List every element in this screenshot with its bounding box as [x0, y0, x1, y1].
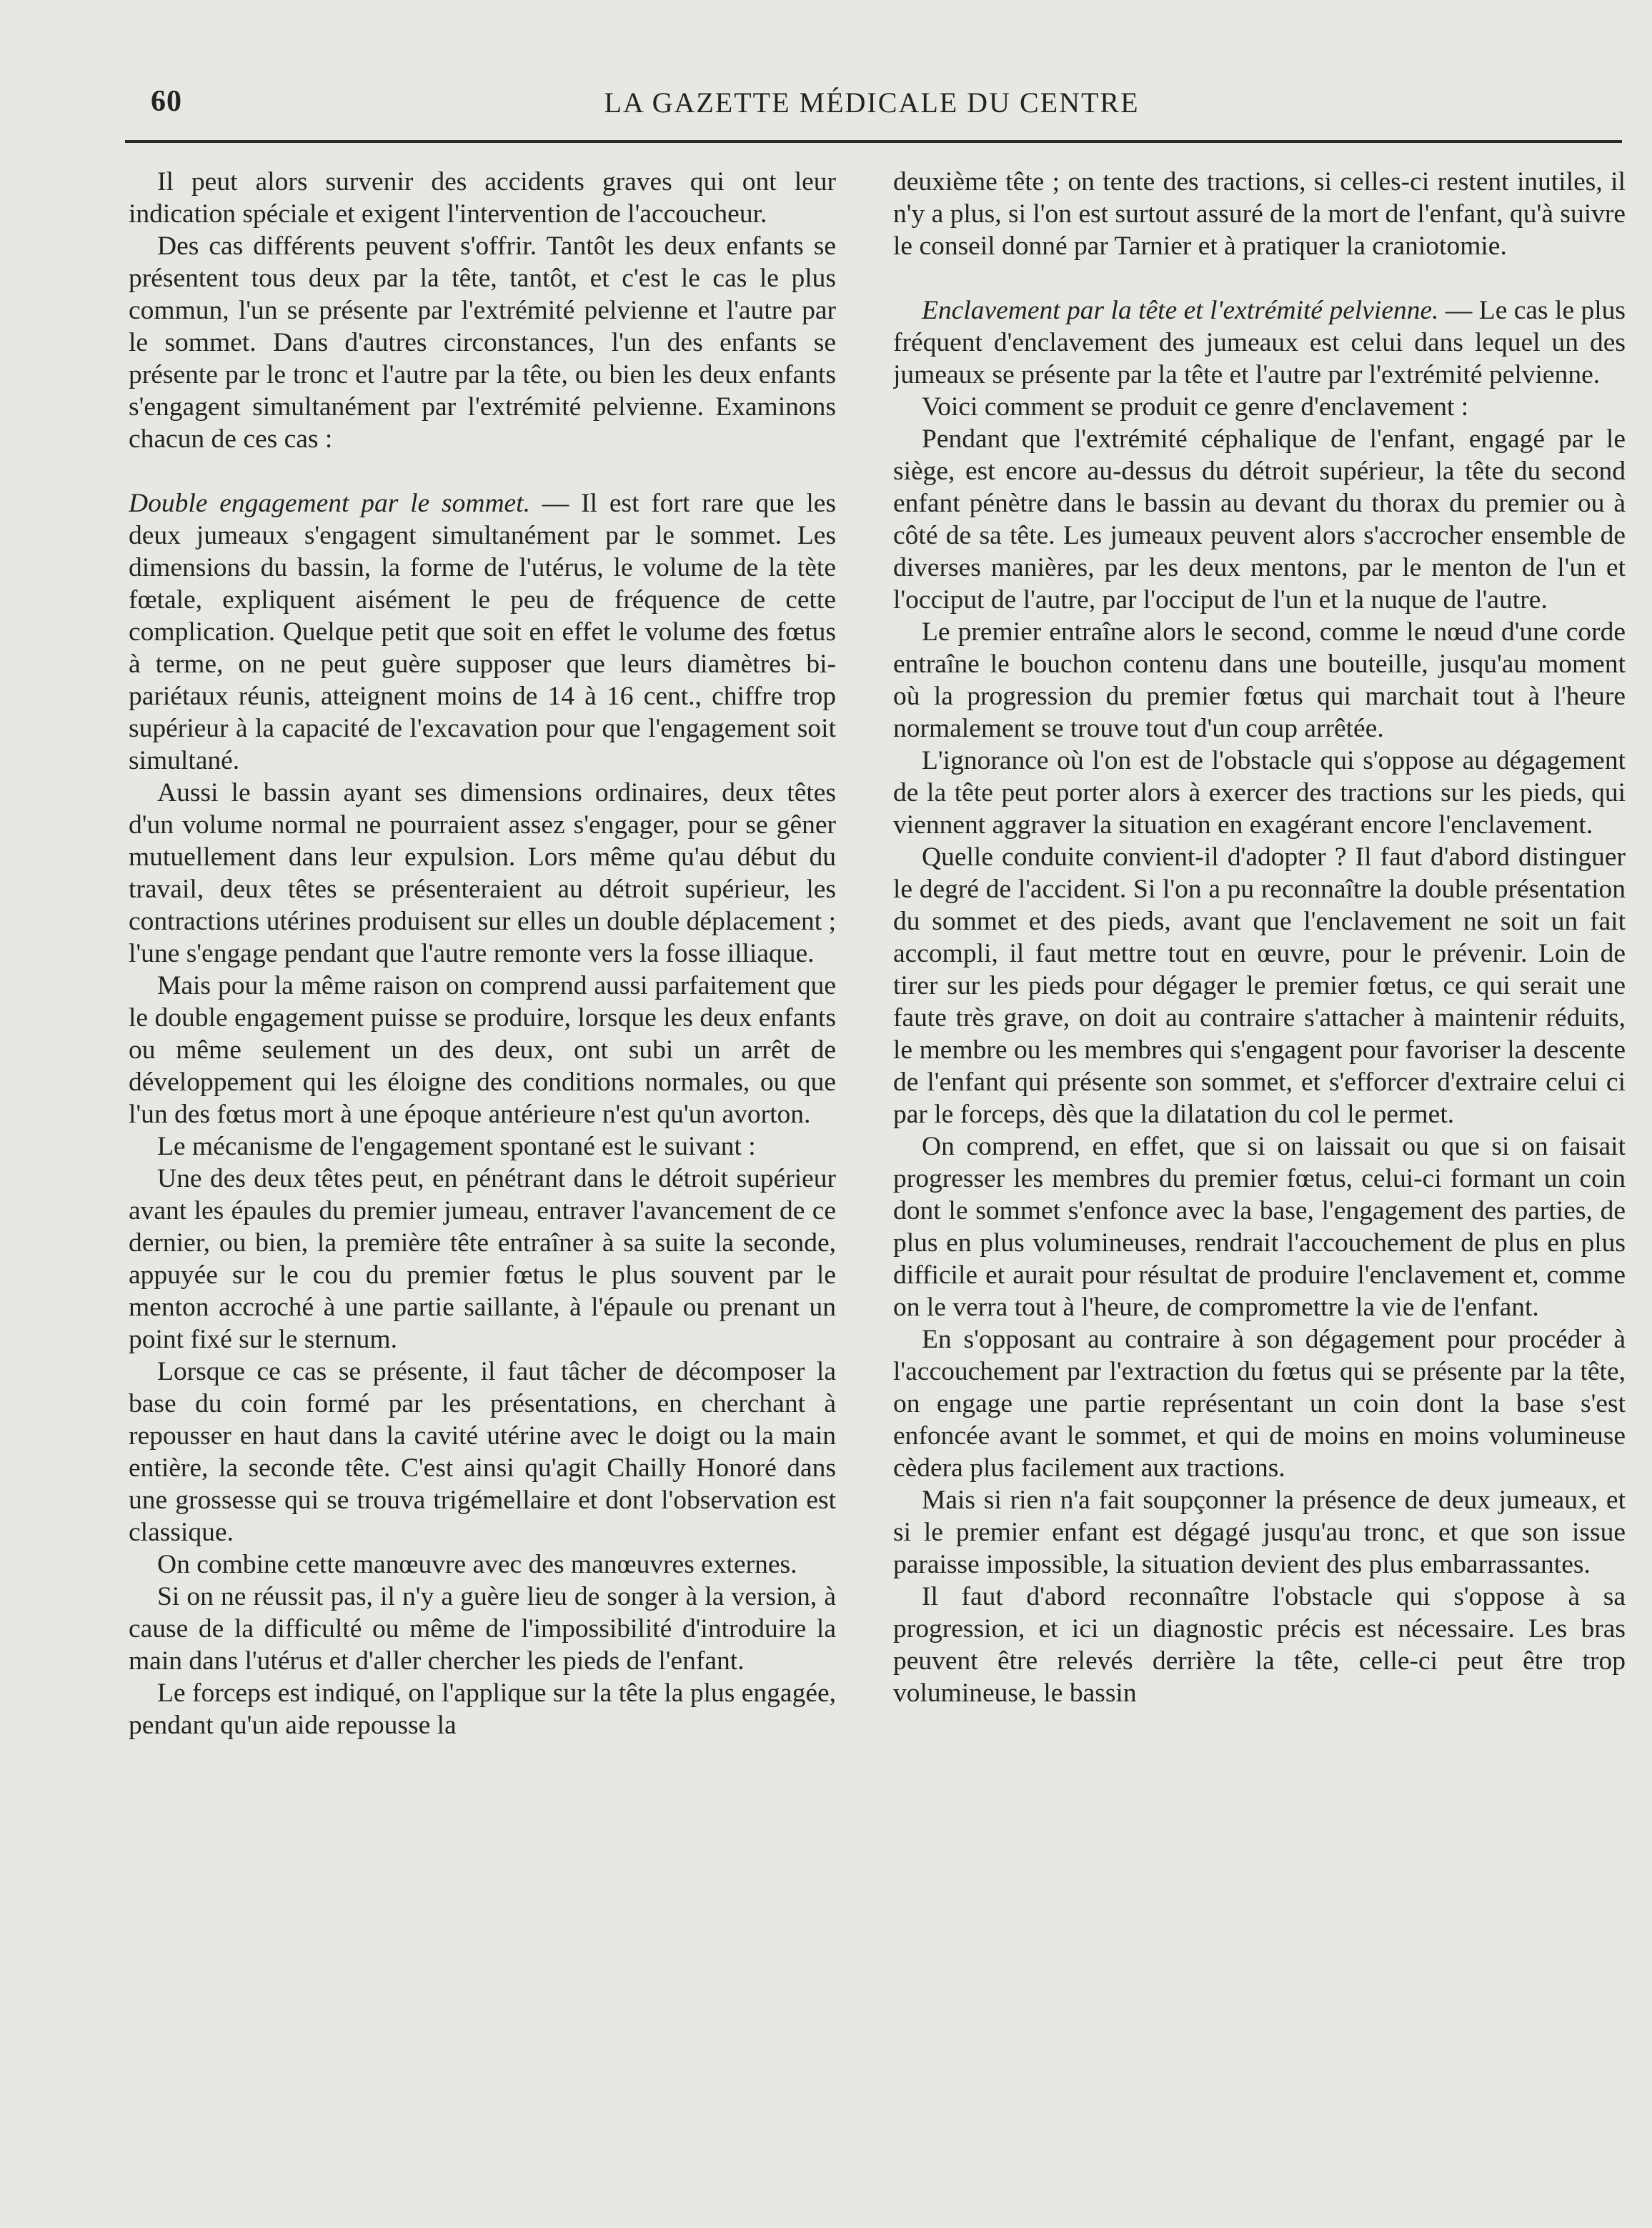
- page-header: [125, 84, 1618, 127]
- paragraph: Il peut alors survenir des accidents graves qui ont leur indication spéciale et exigent l'intervention de l'accoucheur.: [129, 167, 836, 229]
- right-column: [893, 166, 1626, 2209]
- paragraph: Il faut d'abord reconnaître l'obstacle qui s'oppose à sa progression, et ici un diagnostic précis est nécessaire. Les bras peuvent être relevés derrière la tête, celle-ci peut être trop volumineuse, le bassin: [893, 1582, 1626, 1708]
- paragraph: Le mécanisme de l'engagement spontané est le suivant :: [157, 1132, 756, 1161]
- page-number: 60: [151, 85, 182, 118]
- paragraph: Lorsque ce cas se présente, il faut tâcher de décomposer la base du coin formé par les présentations, en cherchant à repousser en haut dans la cavité utérine avec le doigt ou la main entière, la seconde tête. C'est ainsi qu'agit Chailly Honoré dans une grossesse qui se trouva trigémellaire et dont l'observation est classique.: [129, 1357, 836, 1547]
- paragraph: Mais si rien n'a fait soupçonner la présence de deux jumeaux, et si le premier enfant est dégagé jusqu'au tronc, et que son issue paraisse impossible, la situation devient des plus embarrassantes.: [893, 1486, 1626, 1579]
- paragraph: Si on ne réussit pas, il n'y a guère lieu de songer à la version, à cause de la difficulté ou même de l'impossibilité d'introduire la main dans l'utérus et d'aller chercher les pieds de l'enfant.: [129, 1582, 836, 1676]
- paragraph: Aussi le bassin ayant ses dimensions ordinaires, deux têtes d'un volume normal ne pourraient assez s'engager, pour se gêner mutuellement dans leur expulsion. Lors même qu'au début du travail, deux têtes se présenteraient au détroit supérieur, les contractions utérines produisent sur elles un double déplacement ; l'une s'engage pendant que l'autre remonte vers la fosse illiaque.: [129, 778, 836, 968]
- paragraph: Mais pour la même raison on comprend aussi parfaitement que le double engagement puisse se produire, lorsque les deux enfants ou même seulement un des deux, ont subi un arrêt de développement qui les éloigne des conditions normales, ou que l'un des fœtus mort à une époque antérieure n'est qu'un avorton.: [129, 971, 836, 1129]
- paragraph: On combine cette manœuvre avec des manœuvres externes.: [157, 1550, 797, 1579]
- section-heading: Enclavement par la tête et l'extrémité pelvienne.: [922, 296, 1439, 325]
- section-paragraph: [893, 294, 1626, 391]
- paragraph-text: — Le cas le plus fréquent d'enclavement des jumeaux est celui dans lequel un des jumeaux se présente par la tête et l'autre par l'extrémité pelvienne.: [893, 296, 1626, 389]
- paragraph: Voici comment se produit ce genre d'enclavement :: [922, 392, 1469, 422]
- paragraph: Une des deux têtes peut, en pénétrant dans le détroit supérieur avant les épaules du premier jumeau, entraver l'avancement de ce dernier, ou bien, la première tête entraîner à sa suite la seconde, appuyée sur le cou du premier fœtus le plus souvent par le menton accroché à une partie saillante, à l'épaule ou prenant un point fixé sur le sternum.: [129, 1164, 836, 1354]
- paragraph-text: — Il est fort rare que les deux jumeaux s'engagent simultanément par le sommet. Les dimensions du bassin, la forme de l'utérus, le volume de la tète fœtale, expliquent aisément le peu de fréquence de cette complication. Quelque petit que soit en effet le volume des fœtus à terme, on ne peut guère supposer que leurs diamètres bi-pariétaux réunis, atteignent moins de 14 à 16 cent., chiffre trop supérieur à la capacité de l'excavation pour que l'engagement soit simultané.: [129, 489, 836, 775]
- header-rule: [125, 140, 1622, 143]
- paragraph: deuxième tête ; on tente des tractions, si celles-ci restent inutiles, il n'y a plus, si l'on est surtout assuré de la mort de l'enfant, qu'à suivre le conseil donné par Tarnier et à pratiquer la craniotomie.: [893, 167, 1626, 261]
- paragraph: Le premier entraîne alors le second, comme le nœud d'une corde entraîne le bouchon contenu dans une bouteille, jusqu'au moment où la progression du premier fœtus qui marchait tout à l'heure normalement se trouve tout d'un coup arrêtée.: [893, 617, 1626, 743]
- paragraph: On comprend, en effet, que si on laissait ou que si on faisait progresser les membres du premier fœtus, celui-ci formant un coin dont le sommet s'enfonce avec la base, l'engagement des parties, de plus en plus volumineuses, rendrait l'accouchement de plus en plus difficile et aurait pour résultat de produire l'enclavement et, comme on le verra tout à l'heure, de compromettre la vie de l'enfant.: [893, 1132, 1626, 1322]
- paragraph: L'ignorance où l'on est de l'obstacle qui s'oppose au dégagement de la tête peut porter alors à exercer des tractions sur les pieds, qui viennent aggraver la situation en exagérant encore l'enclavement.: [893, 746, 1626, 840]
- paragraph: Des cas différents peuvent s'offrir. Tantôt les deux enfants se présentent tous deux par la tête, tantôt, et c'est le cas le plus commun, l'un se présente par l'extrémité pelvienne et l'autre par le sommet. Dans d'autres circonstances, l'un des enfants se présente par le tronc et l'autre par la tête, ou bien les deux enfants s'engagent simultanément par l'extrémité pelvienne. Examinons chacun de ces cas :: [129, 232, 836, 454]
- paragraph: Pendant que l'extrémité céphalique de l'enfant, engagé par le siège, est encore au-dessus du détroit supérieur, la tête du second enfant pénètre dans le bassin au devant du thorax du premier ou à côté de sa tête. Les jumeaux peuvent alors s'accrocher ensemble de diverses manières, par les deux mentons, par le menton de l'un et l'occiput de l'autre, par l'occiput de l'un et la nuque de l'autre.: [893, 424, 1626, 615]
- section-heading: Double engagement par le sommet.: [129, 489, 530, 518]
- journal-title: LA GAZETTE MÉDICALE DU CENTRE: [604, 86, 1140, 119]
- paragraph: En s'opposant au contraire à son dégagement pour procéder à l'accouchement par l'extraction du fœtus qui se présente par la tête, on engage une partie représentant un coin dont la base s'est enfoncée avant le sommet, et qui de moins en moins volumineuse cèdera plus facilement aux tractions.: [893, 1325, 1626, 1483]
- paragraph: Le forceps est indiqué, on l'applique sur la tête la plus engagée, pendant qu'un aide repousse la: [129, 1679, 836, 1740]
- paragraph: Quelle conduite convient-il d'adopter ? Il faut d'abord distinguer le degré de l'accident. Si l'on a pu reconnaître la double présentation du sommet et des pieds, avant que l'enclavement ne soit un fait accompli, il faut mettre tout en œuvre, pour le prévenir. Loin de tirer sur les pieds pour dégager le premier fœtus, ce qui serait une faute très grave, on doit au contraire s'attacher à maintenir réduits, le membre ou les membres qui s'engagent pour favoriser la descente de l'enfant qui présente son sommet, et s'efforcer d'extraire celui ci par le forceps, dès que la dilatation du col le permet.: [893, 842, 1626, 1129]
- left-column: [129, 166, 836, 2209]
- section-paragraph: [129, 487, 836, 777]
